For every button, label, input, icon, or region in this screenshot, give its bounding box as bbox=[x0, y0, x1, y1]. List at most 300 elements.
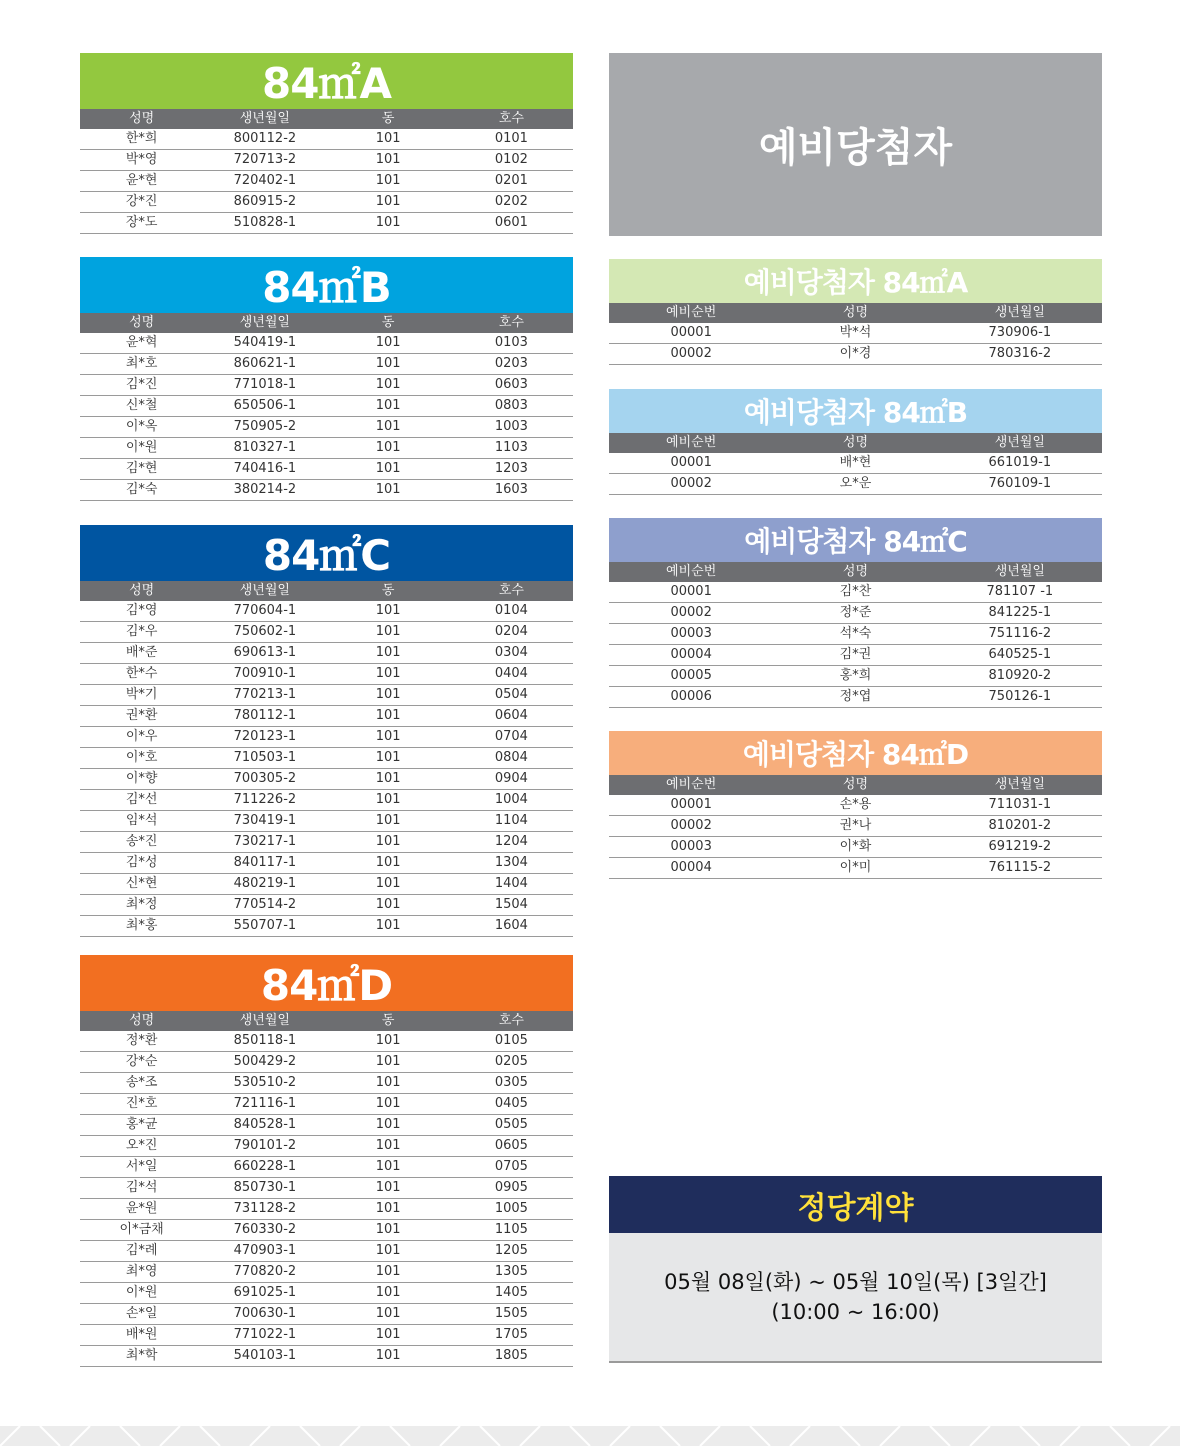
table-cell: 760109-1 bbox=[938, 474, 1102, 495]
table-cell: 0205 bbox=[450, 1052, 573, 1073]
table-cell: 101 bbox=[327, 853, 450, 874]
table-row bbox=[80, 1094, 573, 1115]
table-row bbox=[80, 396, 573, 417]
table-cell: 711031-1 bbox=[938, 795, 1102, 816]
table-cell: 101 bbox=[327, 1031, 450, 1052]
table-cell: 660228-1 bbox=[203, 1157, 326, 1178]
table-row bbox=[80, 811, 573, 832]
table-row bbox=[609, 687, 1102, 708]
unit-a-title: 84㎡A bbox=[80, 53, 573, 109]
reserve-a-title: 예비당첨자 84㎡A bbox=[609, 259, 1102, 303]
column-header: 생년월일 bbox=[938, 562, 1102, 582]
unit-a-section bbox=[80, 53, 573, 234]
table-row bbox=[80, 1304, 573, 1325]
table-cell: 850730-1 bbox=[203, 1178, 326, 1199]
table-cell: 380214-2 bbox=[203, 480, 326, 501]
table-cell: 101 bbox=[327, 1052, 450, 1073]
table-cell: 750905-2 bbox=[203, 417, 326, 438]
table-cell: 740416-1 bbox=[203, 459, 326, 480]
table-row bbox=[609, 666, 1102, 687]
table-cell: 510828-1 bbox=[203, 213, 326, 234]
table-cell: 0203 bbox=[450, 354, 573, 375]
table-cell: 이*금채 bbox=[80, 1220, 203, 1241]
table-row bbox=[80, 1220, 573, 1241]
table-row bbox=[80, 706, 573, 727]
column-header: 생년월일 bbox=[203, 109, 326, 129]
table-cell: 1103 bbox=[450, 438, 573, 459]
table-cell: 김*석 bbox=[80, 1178, 203, 1199]
contract-dates: 05월 08일(화) ~ 05월 10일(목) [3일간] bbox=[664, 1270, 1047, 1294]
table-cell: 770604-1 bbox=[203, 601, 326, 622]
table-cell: 0103 bbox=[450, 333, 573, 354]
table-cell: 이*호 bbox=[80, 748, 203, 769]
table-cell: 0204 bbox=[450, 622, 573, 643]
unit-d-title: 84㎡D bbox=[80, 955, 573, 1011]
table-cell: 720123-1 bbox=[203, 727, 326, 748]
table-row bbox=[80, 790, 573, 811]
table-row bbox=[609, 323, 1102, 344]
table-cell: 최*영 bbox=[80, 1262, 203, 1283]
table-row bbox=[80, 213, 573, 234]
reserve-heading: 예비당첨자 bbox=[609, 53, 1102, 236]
table-cell: 1204 bbox=[450, 832, 573, 853]
table-cell: 권*환 bbox=[80, 706, 203, 727]
table-cell: 1404 bbox=[450, 874, 573, 895]
table-cell: 101 bbox=[327, 1304, 450, 1325]
table-cell: 1603 bbox=[450, 480, 573, 501]
table-cell: 101 bbox=[327, 769, 450, 790]
table-cell: 박*기 bbox=[80, 685, 203, 706]
reserve-b-section bbox=[609, 389, 1102, 495]
table-cell: 김*현 bbox=[80, 459, 203, 480]
table-cell: 101 bbox=[327, 333, 450, 354]
table-cell: 730906-1 bbox=[938, 323, 1102, 344]
table-cell: 0605 bbox=[450, 1136, 573, 1157]
table-row bbox=[80, 1115, 573, 1136]
table-cell: 101 bbox=[327, 1220, 450, 1241]
table-row bbox=[80, 375, 573, 396]
reserve-b-table bbox=[609, 433, 1102, 495]
table-row bbox=[80, 1241, 573, 1262]
table-header-row bbox=[609, 562, 1102, 582]
table-cell: 00001 bbox=[609, 795, 773, 816]
table-cell: 오*진 bbox=[80, 1136, 203, 1157]
reserve-c-section bbox=[609, 518, 1102, 708]
table-cell: 810327-1 bbox=[203, 438, 326, 459]
column-header: 예비순번 bbox=[609, 562, 773, 582]
column-header: 생년월일 bbox=[938, 303, 1102, 323]
table-cell: 101 bbox=[327, 874, 450, 895]
table-cell: 강*진 bbox=[80, 192, 203, 213]
table-cell: 이*우 bbox=[80, 727, 203, 748]
table-cell: 0505 bbox=[450, 1115, 573, 1136]
table-cell: 101 bbox=[327, 748, 450, 769]
column-header: 생년월일 bbox=[203, 581, 326, 601]
table-row bbox=[80, 171, 573, 192]
footer-pattern bbox=[0, 1426, 1180, 1446]
column-header: 성명 bbox=[773, 433, 937, 453]
contract-hours: (10:00 ~ 16:00) bbox=[771, 1300, 940, 1324]
table-cell: 101 bbox=[327, 790, 450, 811]
table-cell: 1304 bbox=[450, 853, 573, 874]
table-cell: 정*준 bbox=[773, 603, 937, 624]
table-row bbox=[609, 624, 1102, 645]
table-cell: 00004 bbox=[609, 645, 773, 666]
table-cell: 손*용 bbox=[773, 795, 937, 816]
table-cell: 101 bbox=[327, 727, 450, 748]
table-cell: 석*숙 bbox=[773, 624, 937, 645]
table-cell: 790101-2 bbox=[203, 1136, 326, 1157]
table-cell: 임*석 bbox=[80, 811, 203, 832]
table-cell: 470903-1 bbox=[203, 1241, 326, 1262]
table-cell: 101 bbox=[327, 1073, 450, 1094]
table-cell: 1604 bbox=[450, 916, 573, 937]
column-header: 호수 bbox=[450, 581, 573, 601]
table-cell: 810201-2 bbox=[938, 816, 1102, 837]
table-cell: 홍*희 bbox=[773, 666, 937, 687]
table-cell: 0305 bbox=[450, 1073, 573, 1094]
reserve-d-table bbox=[609, 775, 1102, 879]
table-cell: 박*영 bbox=[80, 150, 203, 171]
table-cell: 0104 bbox=[450, 601, 573, 622]
column-header: 성명 bbox=[80, 109, 203, 129]
table-row bbox=[609, 453, 1102, 474]
table-cell: 731128-2 bbox=[203, 1199, 326, 1220]
table-row bbox=[80, 1073, 573, 1094]
table-cell: 신*현 bbox=[80, 874, 203, 895]
table-cell: 530510-2 bbox=[203, 1073, 326, 1094]
unit-d-table bbox=[80, 1011, 573, 1367]
table-cell: 540419-1 bbox=[203, 333, 326, 354]
table-cell: 정*엽 bbox=[773, 687, 937, 708]
table-row bbox=[609, 645, 1102, 666]
table-cell: 101 bbox=[327, 706, 450, 727]
table-cell: 711226-2 bbox=[203, 790, 326, 811]
table-cell: 김*영 bbox=[80, 601, 203, 622]
table-row bbox=[609, 582, 1102, 603]
table-cell: 최*홍 bbox=[80, 916, 203, 937]
table-cell: 760330-2 bbox=[203, 1220, 326, 1241]
table-cell: 0604 bbox=[450, 706, 573, 727]
table-cell: 장*도 bbox=[80, 213, 203, 234]
table-cell: 101 bbox=[327, 417, 450, 438]
table-cell: 이*옥 bbox=[80, 417, 203, 438]
table-cell: 00002 bbox=[609, 816, 773, 837]
column-header: 예비순번 bbox=[609, 303, 773, 323]
table-cell: 이*원 bbox=[80, 1283, 203, 1304]
table-row bbox=[80, 601, 573, 622]
table-cell: 101 bbox=[327, 375, 450, 396]
table-cell: 00002 bbox=[609, 603, 773, 624]
reserve-c-title: 예비당첨자 84㎡C bbox=[609, 518, 1102, 562]
contract-period bbox=[609, 1233, 1102, 1363]
table-cell: 780316-2 bbox=[938, 344, 1102, 365]
table-row bbox=[80, 333, 573, 354]
table-cell: 0304 bbox=[450, 643, 573, 664]
table-cell: 00002 bbox=[609, 344, 773, 365]
unit-d-section bbox=[80, 955, 573, 1367]
table-row bbox=[80, 1283, 573, 1304]
table-cell: 101 bbox=[327, 213, 450, 234]
table-cell: 0905 bbox=[450, 1178, 573, 1199]
table-cell: 661019-1 bbox=[938, 453, 1102, 474]
table-cell: 0601 bbox=[450, 213, 573, 234]
table-cell: 101 bbox=[327, 171, 450, 192]
column-header: 생년월일 bbox=[203, 1011, 326, 1031]
table-cell: 101 bbox=[327, 811, 450, 832]
table-cell: 이*경 bbox=[773, 344, 937, 365]
unit-a-table bbox=[80, 109, 573, 234]
column-header: 동 bbox=[327, 1011, 450, 1031]
table-cell: 배*현 bbox=[773, 453, 937, 474]
table-row bbox=[80, 874, 573, 895]
reserve-a-section bbox=[609, 259, 1102, 365]
table-cell: 홍*균 bbox=[80, 1115, 203, 1136]
contract-section bbox=[609, 1176, 1102, 1363]
table-cell: 이*원 bbox=[80, 438, 203, 459]
contract-title: 정당계약 bbox=[609, 1176, 1102, 1233]
table-cell: 550707-1 bbox=[203, 916, 326, 937]
column-header: 호수 bbox=[450, 313, 573, 333]
table-cell: 이*향 bbox=[80, 769, 203, 790]
table-cell: 101 bbox=[327, 622, 450, 643]
table-row bbox=[609, 837, 1102, 858]
table-row bbox=[80, 438, 573, 459]
table-cell: 101 bbox=[327, 1283, 450, 1304]
table-cell: 배*원 bbox=[80, 1325, 203, 1346]
table-cell: 101 bbox=[327, 354, 450, 375]
table-cell: 101 bbox=[327, 1157, 450, 1178]
column-header: 예비순번 bbox=[609, 775, 773, 795]
table-row bbox=[609, 474, 1102, 495]
table-row bbox=[80, 727, 573, 748]
table-row bbox=[609, 816, 1102, 837]
table-cell: 101 bbox=[327, 150, 450, 171]
table-cell: 윤*현 bbox=[80, 171, 203, 192]
unit-b-section bbox=[80, 257, 573, 501]
reserve-a-table bbox=[609, 303, 1102, 365]
table-cell: 101 bbox=[327, 192, 450, 213]
table-row bbox=[609, 858, 1102, 879]
table-cell: 101 bbox=[327, 1199, 450, 1220]
reserve-c-table bbox=[609, 562, 1102, 708]
table-cell: 500429-2 bbox=[203, 1052, 326, 1073]
table-cell: 850118-1 bbox=[203, 1031, 326, 1052]
table-cell: 이*미 bbox=[773, 858, 937, 879]
table-cell: 1405 bbox=[450, 1283, 573, 1304]
column-header: 생년월일 bbox=[938, 775, 1102, 795]
table-cell: 730419-1 bbox=[203, 811, 326, 832]
table-cell: 김*찬 bbox=[773, 582, 937, 603]
table-cell: 윤*혁 bbox=[80, 333, 203, 354]
table-cell: 101 bbox=[327, 895, 450, 916]
table-cell: 1005 bbox=[450, 1199, 573, 1220]
table-cell: 손*일 bbox=[80, 1304, 203, 1325]
table-row bbox=[80, 916, 573, 937]
table-row bbox=[80, 1199, 573, 1220]
table-cell: 0105 bbox=[450, 1031, 573, 1052]
table-cell: 771018-1 bbox=[203, 375, 326, 396]
table-cell: 480219-1 bbox=[203, 874, 326, 895]
column-header: 예비순번 bbox=[609, 433, 773, 453]
unit-c-title: 84㎡C bbox=[80, 525, 573, 581]
table-cell: 800112-2 bbox=[203, 129, 326, 150]
table-cell: 101 bbox=[327, 396, 450, 417]
table-cell: 0202 bbox=[450, 192, 573, 213]
table-header-row bbox=[80, 109, 573, 129]
table-cell: 0102 bbox=[450, 150, 573, 171]
table-cell: 770514-2 bbox=[203, 895, 326, 916]
table-cell: 김*례 bbox=[80, 1241, 203, 1262]
table-cell: 840528-1 bbox=[203, 1115, 326, 1136]
table-row bbox=[80, 1325, 573, 1346]
table-header-row bbox=[609, 775, 1102, 795]
table-cell: 1003 bbox=[450, 417, 573, 438]
table-cell: 691219-2 bbox=[938, 837, 1102, 858]
table-cell: 김*성 bbox=[80, 853, 203, 874]
table-row bbox=[80, 129, 573, 150]
table-cell: 김*진 bbox=[80, 375, 203, 396]
table-row bbox=[80, 192, 573, 213]
table-row bbox=[80, 748, 573, 769]
table-cell: 1104 bbox=[450, 811, 573, 832]
table-cell: 권*나 bbox=[773, 816, 937, 837]
table-cell: 0803 bbox=[450, 396, 573, 417]
table-cell: 751116-2 bbox=[938, 624, 1102, 645]
table-row bbox=[80, 417, 573, 438]
table-row bbox=[609, 603, 1102, 624]
table-row bbox=[80, 1157, 573, 1178]
table-cell: 101 bbox=[327, 129, 450, 150]
table-cell: 00005 bbox=[609, 666, 773, 687]
table-cell: 0201 bbox=[450, 171, 573, 192]
column-header: 성명 bbox=[80, 313, 203, 333]
table-cell: 김*권 bbox=[773, 645, 937, 666]
column-header: 호수 bbox=[450, 109, 573, 129]
table-cell: 0504 bbox=[450, 685, 573, 706]
unit-c-section bbox=[80, 525, 573, 937]
table-cell: 1505 bbox=[450, 1304, 573, 1325]
table-cell: 강*순 bbox=[80, 1052, 203, 1073]
table-cell: 정*환 bbox=[80, 1031, 203, 1052]
table-row bbox=[80, 622, 573, 643]
table-row bbox=[80, 853, 573, 874]
table-cell: 윤*원 bbox=[80, 1199, 203, 1220]
column-header: 동 bbox=[327, 313, 450, 333]
table-header-row bbox=[80, 581, 573, 601]
table-cell: 101 bbox=[327, 1262, 450, 1283]
table-cell: 김*선 bbox=[80, 790, 203, 811]
table-cell: 1705 bbox=[450, 1325, 573, 1346]
table-cell: 00001 bbox=[609, 582, 773, 603]
table-header-row bbox=[609, 303, 1102, 323]
table-cell: 신*철 bbox=[80, 396, 203, 417]
table-cell: 710503-1 bbox=[203, 748, 326, 769]
table-cell: 841225-1 bbox=[938, 603, 1102, 624]
table-row bbox=[80, 480, 573, 501]
table-row bbox=[80, 150, 573, 171]
table-cell: 750126-1 bbox=[938, 687, 1102, 708]
table-cell: 0404 bbox=[450, 664, 573, 685]
table-cell: 오*운 bbox=[773, 474, 937, 495]
table-row bbox=[80, 685, 573, 706]
table-cell: 00002 bbox=[609, 474, 773, 495]
table-cell: 101 bbox=[327, 601, 450, 622]
table-cell: 720402-1 bbox=[203, 171, 326, 192]
table-row bbox=[80, 895, 573, 916]
table-row bbox=[80, 832, 573, 853]
table-cell: 0101 bbox=[450, 129, 573, 150]
column-header: 생년월일 bbox=[203, 313, 326, 333]
column-header: 성명 bbox=[773, 775, 937, 795]
table-cell: 1305 bbox=[450, 1262, 573, 1283]
table-cell: 761115-2 bbox=[938, 858, 1102, 879]
table-cell: 김*우 bbox=[80, 622, 203, 643]
column-header: 동 bbox=[327, 109, 450, 129]
table-header-row bbox=[80, 1011, 573, 1031]
reserve-d-title: 예비당첨자 84㎡D bbox=[609, 731, 1102, 775]
table-cell: 700910-1 bbox=[203, 664, 326, 685]
table-cell: 730217-1 bbox=[203, 832, 326, 853]
table-cell: 최*정 bbox=[80, 895, 203, 916]
table-row bbox=[80, 1262, 573, 1283]
table-cell: 650506-1 bbox=[203, 396, 326, 417]
table-cell: 101 bbox=[327, 459, 450, 480]
table-cell: 101 bbox=[327, 1325, 450, 1346]
table-cell: 1504 bbox=[450, 895, 573, 916]
table-cell: 배*준 bbox=[80, 643, 203, 664]
table-cell: 1805 bbox=[450, 1346, 573, 1367]
table-cell: 00003 bbox=[609, 624, 773, 645]
table-cell: 김*숙 bbox=[80, 480, 203, 501]
table-cell: 101 bbox=[327, 916, 450, 937]
table-cell: 840117-1 bbox=[203, 853, 326, 874]
table-cell: 700630-1 bbox=[203, 1304, 326, 1325]
table-cell: 781107 -1 bbox=[938, 582, 1102, 603]
reserve-b-title: 예비당첨자 84㎡B bbox=[609, 389, 1102, 433]
table-cell: 690613-1 bbox=[203, 643, 326, 664]
table-cell: 00004 bbox=[609, 858, 773, 879]
table-row bbox=[80, 1031, 573, 1052]
table-cell: 0705 bbox=[450, 1157, 573, 1178]
table-row bbox=[80, 354, 573, 375]
table-cell: 송*조 bbox=[80, 1073, 203, 1094]
table-row bbox=[80, 769, 573, 790]
table-cell: 이*화 bbox=[773, 837, 937, 858]
table-row bbox=[80, 459, 573, 480]
column-header: 성명 bbox=[773, 303, 937, 323]
table-cell: 최*학 bbox=[80, 1346, 203, 1367]
table-cell: 810920-2 bbox=[938, 666, 1102, 687]
table-cell: 691025-1 bbox=[203, 1283, 326, 1304]
table-cell: 1205 bbox=[450, 1241, 573, 1262]
table-cell: 0704 bbox=[450, 727, 573, 748]
table-cell: 101 bbox=[327, 664, 450, 685]
table-row bbox=[80, 1052, 573, 1073]
footer-pattern-graphic bbox=[0, 1426, 1180, 1446]
table-cell: 101 bbox=[327, 832, 450, 853]
table-cell: 770820-2 bbox=[203, 1262, 326, 1283]
column-header: 성명 bbox=[773, 562, 937, 582]
table-cell: 101 bbox=[327, 643, 450, 664]
table-cell: 서*일 bbox=[80, 1157, 203, 1178]
table-row bbox=[80, 1178, 573, 1199]
table-cell: 0603 bbox=[450, 375, 573, 396]
table-cell: 0405 bbox=[450, 1094, 573, 1115]
reserve-d-section bbox=[609, 731, 1102, 879]
table-cell: 860621-1 bbox=[203, 354, 326, 375]
table-cell: 1203 bbox=[450, 459, 573, 480]
